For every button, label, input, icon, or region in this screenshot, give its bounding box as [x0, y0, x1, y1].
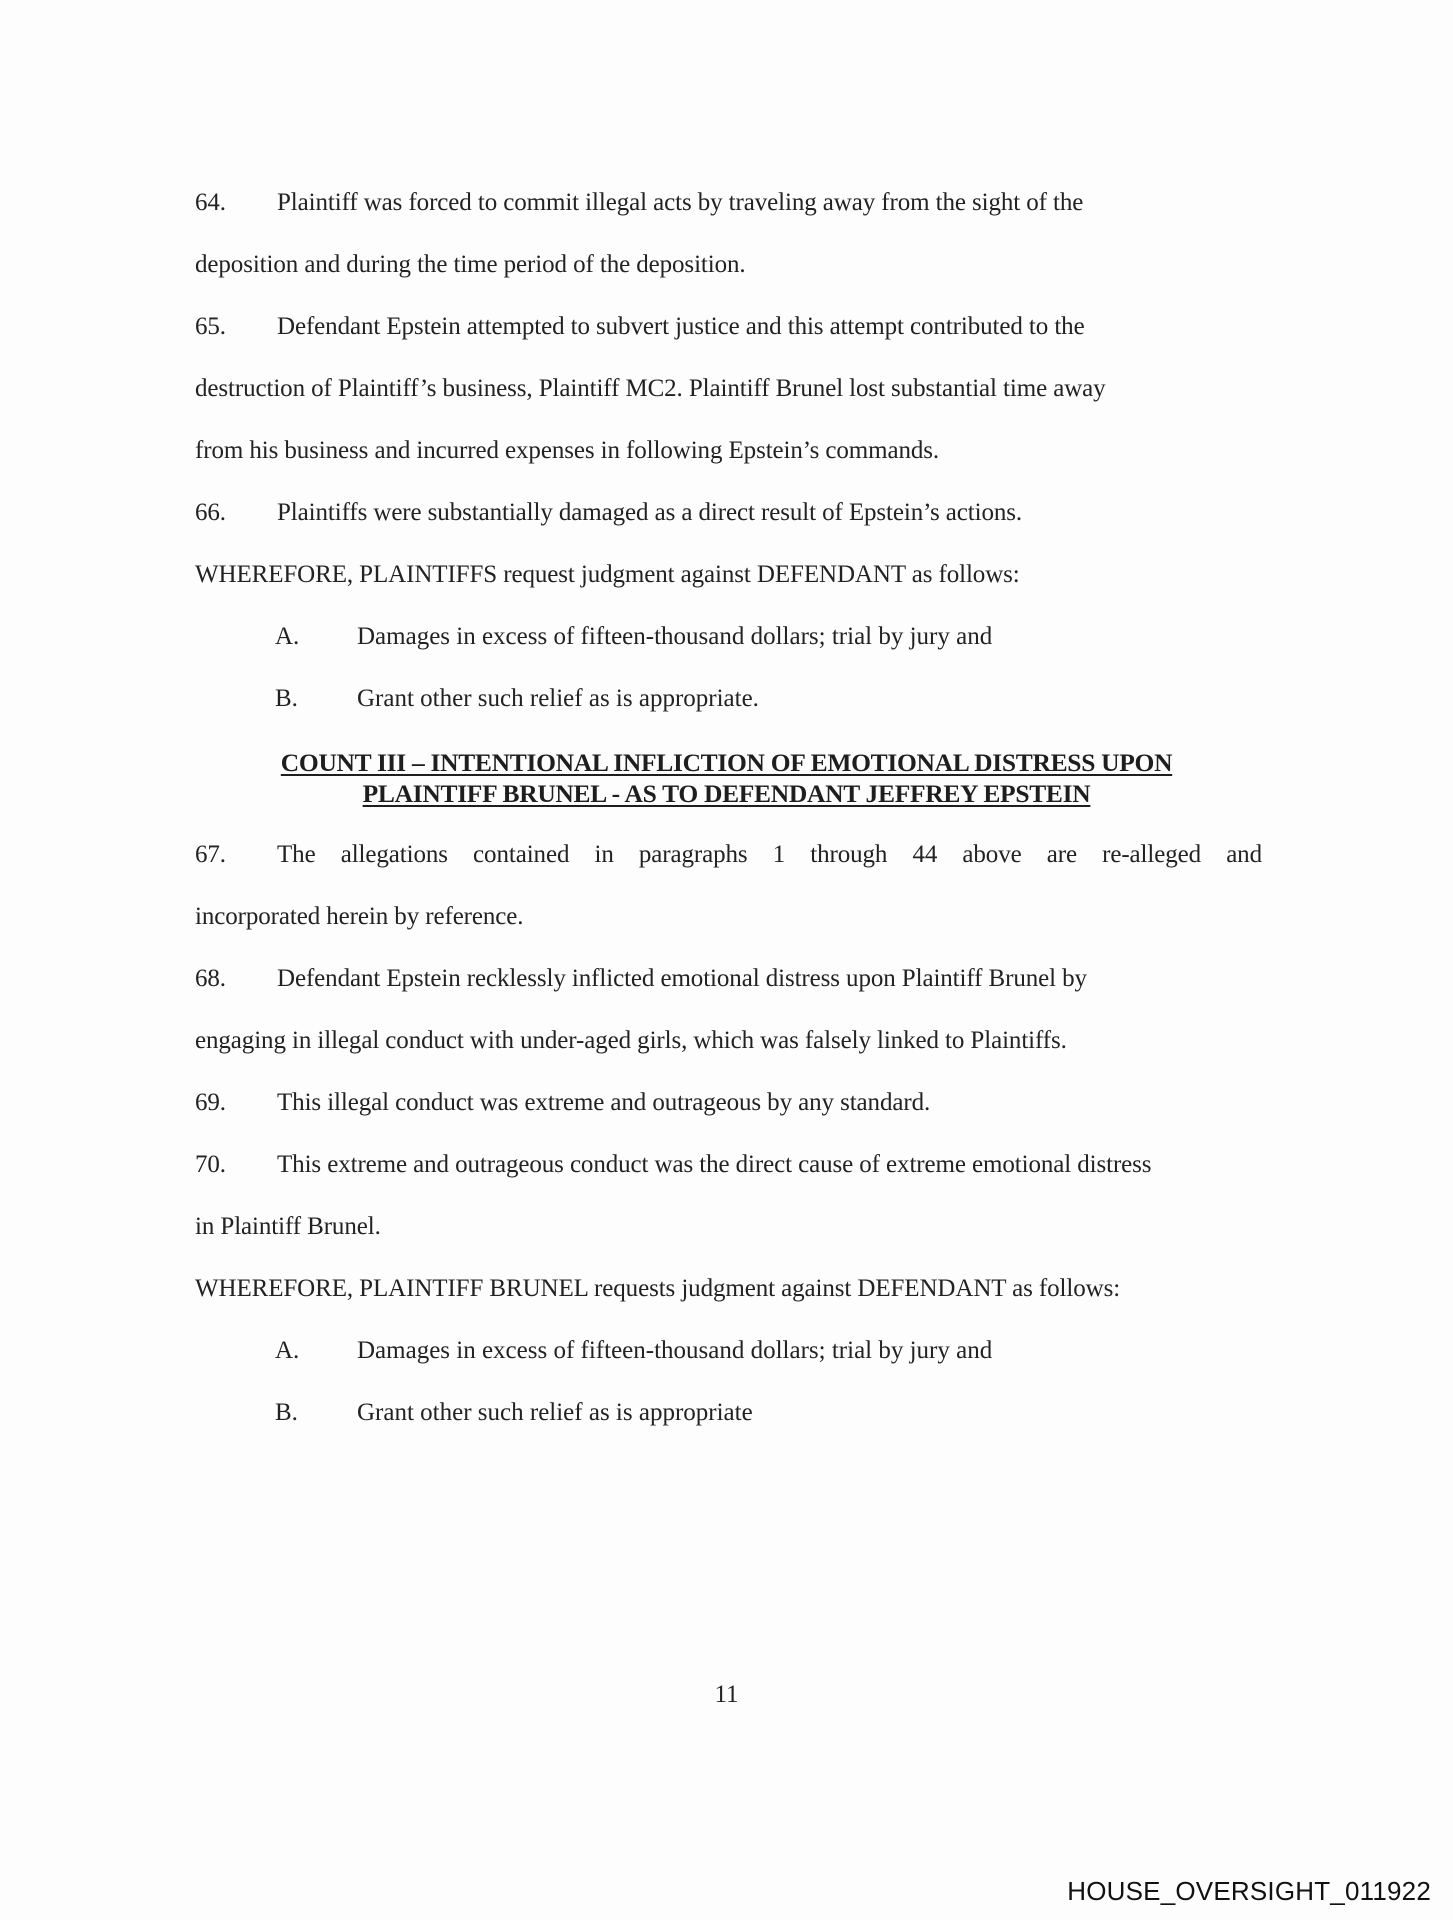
wherefore-clause-brunel: WHEREFORE, PLAINTIFF BRUNEL requests judgment against DEFENDANT as follows:	[195, 1275, 1121, 1302]
paragraph-text: This extreme and outrageous conduct was the direct cause of extreme emotional distress	[277, 1151, 1152, 1178]
relief-letter: A.	[275, 623, 300, 650]
paragraph-number: 67.	[195, 841, 226, 868]
paragraph-number: 69.	[195, 1089, 226, 1116]
paragraph-number: 65.	[195, 313, 226, 340]
relief-item-a	[275, 1336, 992, 1366]
relief-text: Damages in excess of fifteen-thousand dollars; trial by jury and	[357, 1337, 993, 1364]
paragraph-number: 68.	[195, 965, 226, 992]
bates-number: HOUSE_OVERSIGHT_011922	[1067, 1876, 1431, 1906]
paragraph-text: Plaintiffs were substantially damaged as a direct result of Epstein’s actions.	[277, 499, 1023, 526]
paragraph-67	[195, 840, 1262, 870]
relief-letter: B.	[275, 1399, 298, 1426]
paragraph-70	[195, 1150, 1151, 1180]
paragraph-68-continuation: engaging in illegal conduct with under-aged girls, which was falsely linked to Plaintiffs.	[195, 1027, 1067, 1054]
paragraph-65	[195, 312, 1085, 342]
paragraph-69	[195, 1088, 930, 1118]
paragraph-text: Plaintiff was forced to commit illegal acts by traveling away from the sight of the	[277, 189, 1084, 216]
paragraph-65-continuation-2: from his business and incurred expenses in following Epstein’s commands.	[195, 437, 940, 464]
wherefore-clause-plaintiffs: WHEREFORE, PLAINTIFFS request judgment against DEFENDANT as follows:	[195, 561, 1020, 588]
paragraph-64-continuation: deposition and during the time period of the deposition.	[195, 251, 746, 278]
paragraph-text: Defendant Epstein attempted to subvert justice and this attempt contributed to the	[277, 313, 1085, 340]
paragraph-64	[195, 188, 1083, 218]
paragraph-text: This illegal conduct was extreme and outrageous by any standard.	[277, 1089, 931, 1116]
paragraph-text: Defendant Epstein recklessly inflicted emotional distress upon Plaintiff Brunel by	[277, 965, 1087, 992]
paragraph-number: 70.	[195, 1151, 226, 1178]
paragraph-67-continuation: incorporated herein by reference.	[195, 903, 524, 930]
relief-letter: A.	[275, 1337, 300, 1364]
relief-item-b	[275, 684, 759, 714]
relief-letter: B.	[275, 685, 298, 712]
page-number: 11	[714, 1681, 739, 1708]
paragraph-70-continuation: in Plaintiff Brunel.	[195, 1213, 381, 1240]
paragraph-65-continuation-1: destruction of Plaintiff’s business, Plaintiff MC2. Plaintiff Brunel lost substantial time away	[195, 375, 1106, 402]
paragraph-number: 64.	[195, 189, 226, 216]
paragraph-number: 66.	[195, 499, 226, 526]
count-heading-line-1: COUNT III – INTENTIONAL INFLICTION OF EMOTIONAL DISTRESS UPON	[280, 748, 1173, 777]
paragraph-text: The allegations contained in paragraphs 1 through 44 above are re-alleged and	[277, 841, 1262, 868]
relief-text: Grant other such relief as is appropriate.	[357, 685, 759, 712]
relief-text: Grant other such relief as is appropriate	[357, 1399, 753, 1426]
count-heading-line-2: PLAINTIFF BRUNEL - AS TO DEFENDANT JEFFREY EPSTEIN	[362, 779, 1091, 808]
paragraph-68	[195, 964, 1087, 994]
relief-text: Damages in excess of fifteen-thousand dollars; trial by jury and	[357, 623, 993, 650]
paragraph-66	[195, 498, 1022, 528]
relief-item-a	[275, 622, 992, 652]
relief-item-b	[275, 1398, 753, 1428]
